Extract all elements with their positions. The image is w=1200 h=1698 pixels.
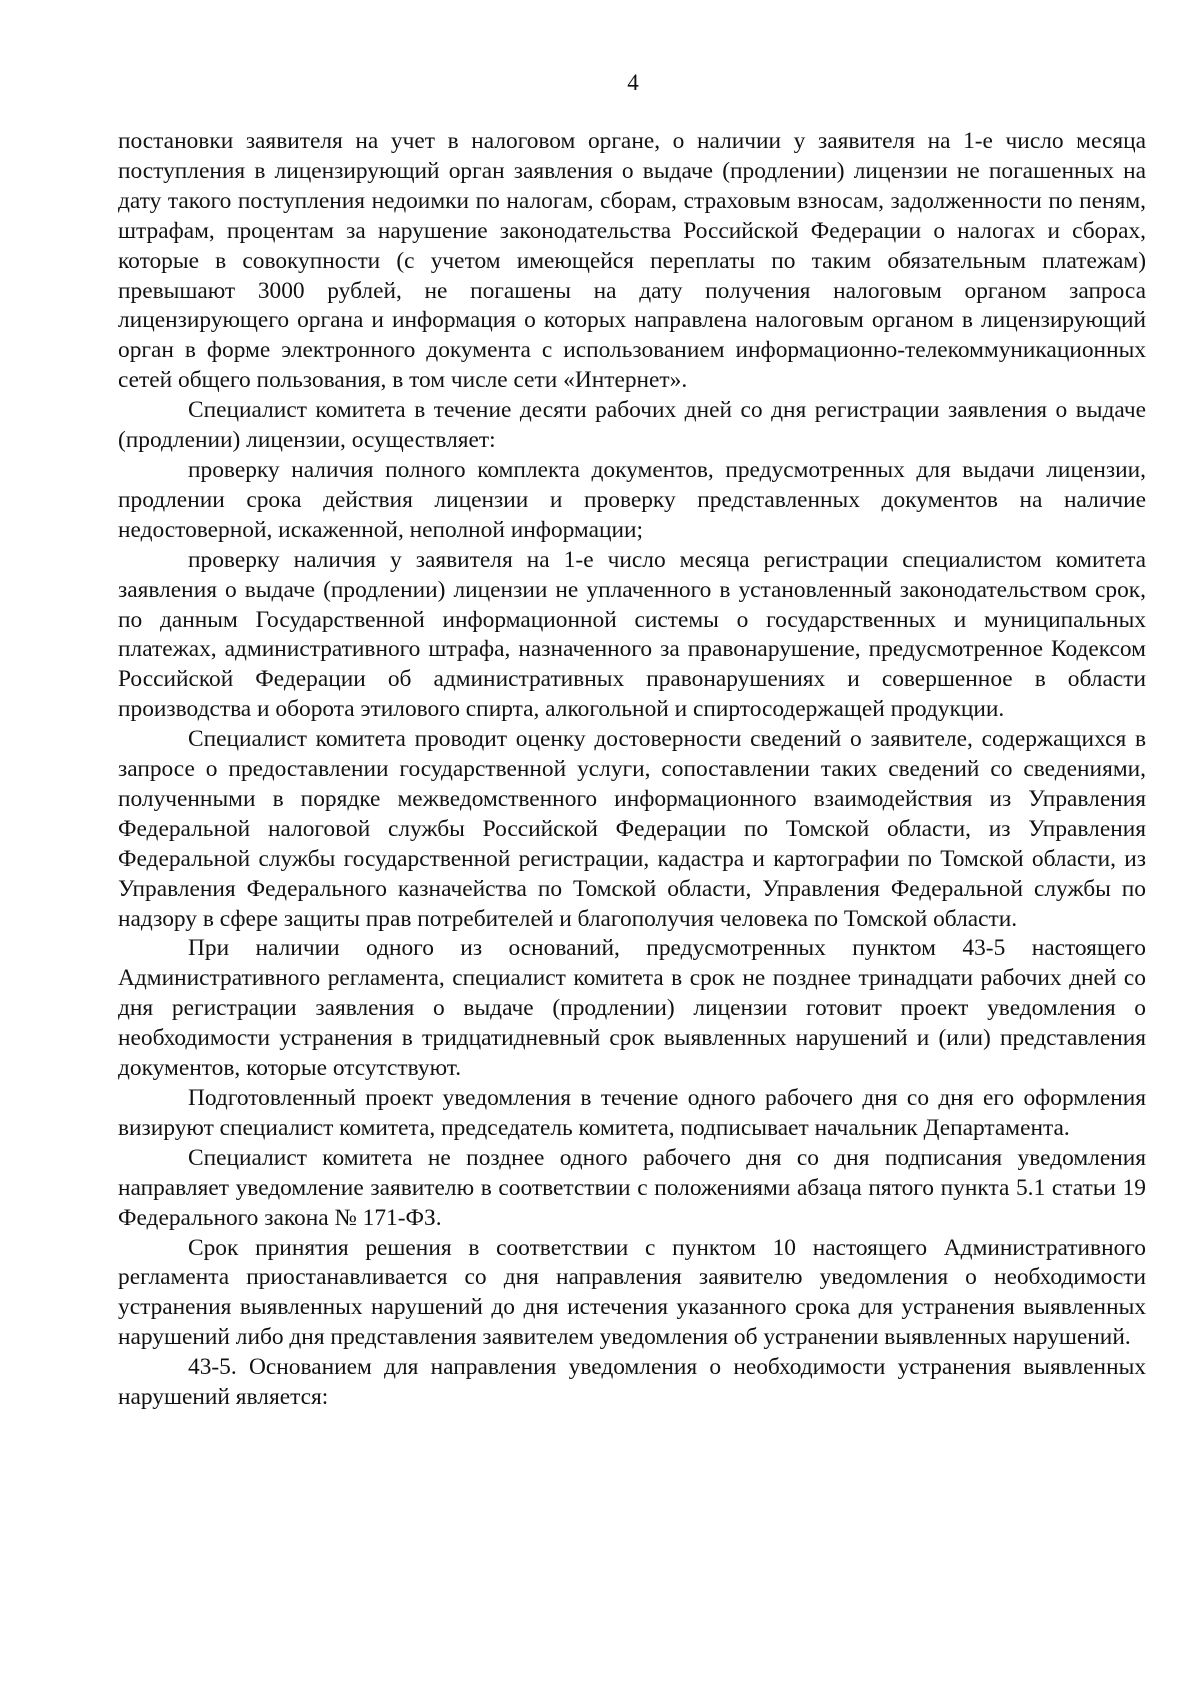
paragraph-notification-approval: Подготовленный проект уведомления в течение одного рабочего дня со дня его оформления визируют специалист комитета, председатель комитета, подписывает начальник Департамента.: [118, 1085, 1146, 1141]
paragraph-data-reliability-assessment: Специалист комитета проводит оценку достоверности сведений о заявителе, содержащихся в запросе о предоставлении государственной услуги, сопоставлении таких сведений со сведениями, полученными в порядке межведомственного информационного взаимодействия из Управления Федеральной налоговой службы Российской Федерации по Томской области, из Управления Федеральной службы государственной регистрации, кадастра и картографии по Томской области, из Управления Федерального казначейства по Томской области, Управления Федеральной службы по надзору в сфере защиты прав потребителей и благополучия человека по Томской области.: [118, 726, 1146, 932]
paragraph-notification-draft: При наличии одного из оснований, предусмотренных пунктом 43-5 настоящего Административного регламента, специалист комитета в срок не позднее тринадцати рабочих дней со дня регистрации заявления о выдаче (продлении) лицензии готовит проект уведомления о необходимости устранения в тридцатидневный срок выявленных нарушений и (или) представления документов, которые отсутствуют.: [118, 935, 1146, 1082]
paragraph-notification-sending: Специалист комитета не позднее одного рабочего дня со дня подписания уведомления направляет уведомление заявителю в соответствии с положениями абзаца пятого пункта 5.1 статьи 19 Федерального закона № 171-ФЗ.: [118, 1144, 1146, 1231]
paragraph-clause-43-5: 43-5. Основанием для направления уведомления о необходимости устранения выявленных нарушений является:: [118, 1354, 1146, 1411]
document-body: [118, 127, 1146, 1413]
paragraph-specialist-ten-days: Специалист комитета в течение десяти рабочих дней со дня регистрации заявления о выдаче (продлении) лицензии, осуществляет:: [118, 397, 1146, 454]
page-number: 4: [627, 70, 639, 95]
paragraph-document-completeness-check: проверку наличия полного комплекта документов, предусмотренных для выдачи лицензии, продлении срока действия лицензии и проверку представленных документов на наличие недостоверной, искаженной, неполной информации;: [118, 456, 1146, 543]
paragraph-unpaid-fine-check: проверку наличия у заявителя на 1-е число месяца регистрации специалистом комитета заявления о выдаче (продлении) лицензии не уплаченного в установленный законодательством срок, по данным Государственной информационной системы о государственных и муниципальных платежах, административного штрафа, назначенного за правонарушение, предусмотренное Кодексом Российской Федерации об административных правонарушениях и совершенное в области производства и оборота этилового спирта, алкогольной и спиртосодержащей продукции.: [118, 546, 1146, 723]
paragraph-decision-term-suspension: Срок принятия решения в соответствии с пунктом 10 настоящего Административного регламента приостанавливается со дня направления заявителю уведомления о необходимости устранения выявленных нарушений до дня истечения указанного срока для устранения выявленных нарушений либо дня представления заявителем уведомления об устранении выявленных нарушений.: [118, 1234, 1146, 1351]
paragraph-tax-debt-continuation: постановки заявителя на учет в налоговом органе, о наличии у заявителя на 1-е число месяца поступления в лицензирующий орган заявления о выдаче (продлении) лицензии не погашенных на дату такого поступления недоимки по налогам, сборам, страховым взносам, задолженности по пеням, штрафам, процентам за нарушение законодательства Российской Федерации о налогах и сборах, которые в совокупности (с учетом имеющейся переплаты по таким обязательным платежам) превышают 3000 рублей, не погашены на дату получения налоговым органом запроса лицензирующего органа и информация о которых направлена налоговым органом в лицензирующий орган в форме электронного документа с использованием информационно-телекоммуникационных сетей общего пользования, в том числе сети «Интернет».: [118, 128, 1146, 394]
